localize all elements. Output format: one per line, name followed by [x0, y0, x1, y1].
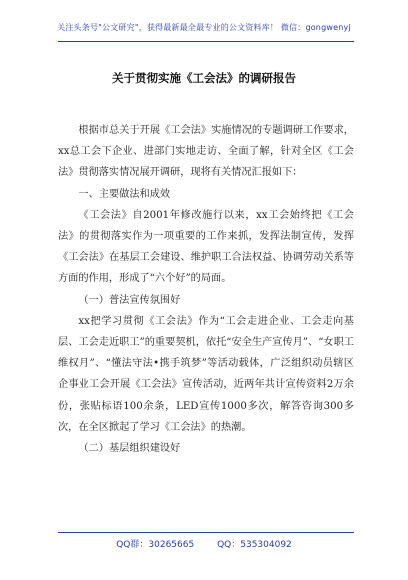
- section-paragraph: 《工会法》自2001年修改施行以来，xx工会始终把《工会法》的贯彻落实作为一项重要的工作来抓，发挥法制宣传，发挥《工会法》在基层工会建设、维护职工合法权益、协调劳动关系等方面的作用，形成了“六个好”的局面。: [58, 209, 354, 285]
- qq-contact-label: QQ：535304092: [217, 540, 292, 550]
- header-banner: 关注头条号"公文研究"，获得最新最全最专业的公文资料库！ 微信：gongwenyj: [57, 23, 351, 32]
- document-body: [58, 120, 354, 459]
- subsection-heading: （二）基层组织建设好: [78, 443, 181, 455]
- footer-contacts: [0, 537, 408, 550]
- intro-paragraph: 根据市总关于开展《工会法》实施情况的专题调研工作要求，xx总工会下企业、进部门实地走访、全面了解，针对全区《工会法》贯彻落实情况展开调研，现将有关情况汇报如下：: [58, 125, 354, 179]
- section-heading: 一、主要做法和成效: [78, 188, 171, 200]
- subsection-heading: （一）普法宣传氛围好: [78, 294, 181, 306]
- qq-group-label: QQ群：30265665: [116, 540, 195, 550]
- document-title: 关于贯彻实施《工会法》的调研报告: [112, 71, 296, 85]
- subsection-paragraph: xx把学习贯彻《工会法》作为“工会走进企业、工会走向基层、工会走近职工”的重要契机，依托“安全生产宣传月”、“女职工维权月”、“懂法守法•携手筑梦”等活动载体，广泛组织动员辖区企事业工会开展《工会法》宣传活动，近两年共计宣传资料2万余份，张贴标语100余条，LED宣传1000多次，解答咨询300多次，在全区掀起了学习《工会法》的热潮。: [58, 315, 354, 433]
- footer-divider: [58, 532, 354, 533]
- header-divider: [58, 41, 354, 42]
